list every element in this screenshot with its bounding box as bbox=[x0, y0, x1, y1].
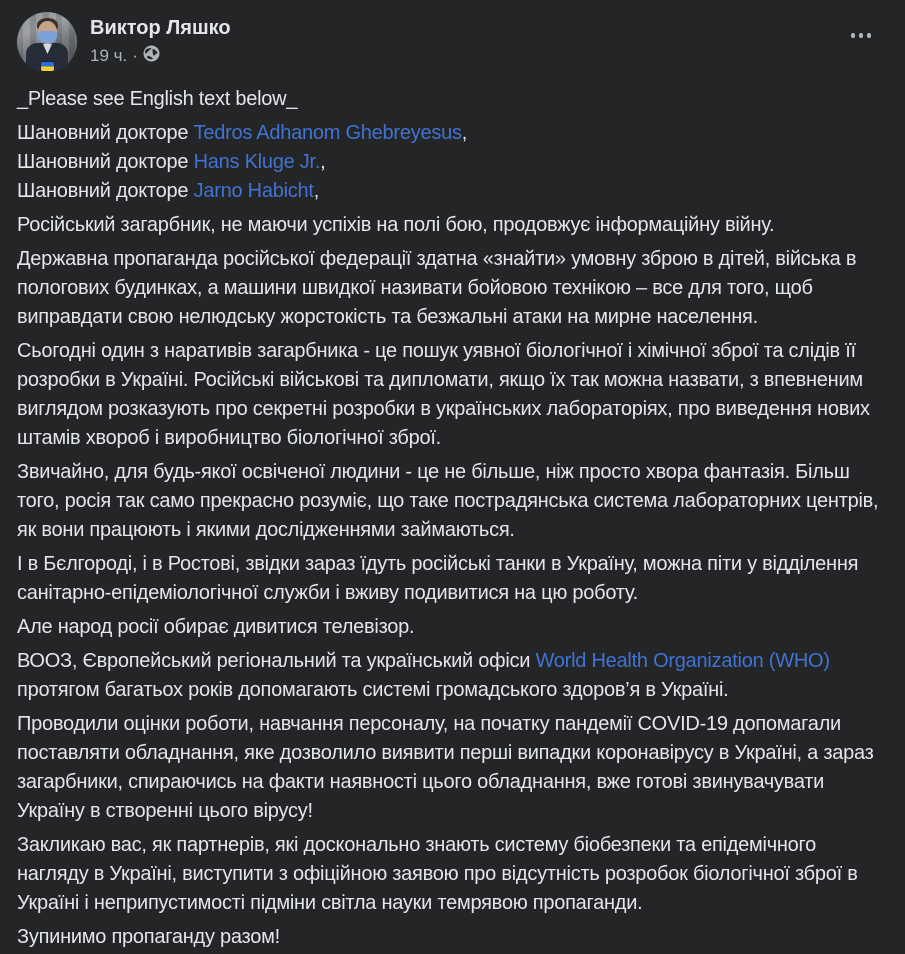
post-paragraph bbox=[17, 710, 888, 826]
text-segment: , bbox=[313, 180, 320, 202]
post-paragraph bbox=[17, 923, 888, 952]
post-paragraph bbox=[17, 85, 888, 114]
post-options-button[interactable] bbox=[847, 27, 876, 44]
text-segment: Шановний докторе bbox=[17, 151, 194, 173]
post-content bbox=[17, 85, 888, 952]
inline-link[interactable]: Jarno Habicht bbox=[193, 180, 314, 202]
post-meta bbox=[90, 44, 231, 67]
text-segment: , bbox=[320, 151, 326, 173]
avatar[interactable] bbox=[17, 12, 77, 72]
post-header bbox=[17, 0, 888, 72]
text-segment: _Please see English text below_ bbox=[17, 88, 298, 110]
text-segment: Шановний докторе bbox=[17, 180, 194, 202]
text-segment: Закликаю вас, як партнерів, які досконально знають систему біобезпеки та епідемічного нагляду в Україні, виступити з офіційною заявою про відсутність розробок біологічної зброї в Україні і неприпустимості підміни світла науки темрявою пропаганди. bbox=[17, 834, 858, 914]
avatar-medical-mask-shape bbox=[38, 31, 57, 43]
text-segment: , bbox=[461, 122, 467, 144]
text-segment: Державна пропаганда російської федерації здатна «знайти» умовну зброю в дітей, війська в пологових будинках, а машини швидкої називати бойовою технікою – все для того, щоб виправдати свою нелюдську жорстокість та безжальні атаки на мирне населення. bbox=[17, 248, 857, 328]
post-paragraph bbox=[17, 245, 888, 332]
timestamp[interactable]: 19 ч. bbox=[90, 45, 128, 65]
post-paragraph bbox=[17, 211, 888, 240]
inline-link[interactable]: Tedros Adhanom Ghebreyesus bbox=[193, 122, 462, 144]
post-paragraph bbox=[17, 647, 888, 705]
header-text bbox=[90, 12, 231, 67]
text-segment: Зупинимо пропаганду разом! bbox=[17, 926, 280, 948]
ukraine-flag-icon bbox=[41, 62, 54, 71]
inline-link[interactable]: World Health Organization (WHO) bbox=[535, 650, 830, 672]
text-segment: Російський загарбник, не маючи успіхів на полі бою, продовжує інформаційну війну. bbox=[17, 214, 775, 236]
text-segment: Шановний докторе bbox=[17, 122, 194, 144]
text-segment: Але народ росії обирає дивитися телевізор. bbox=[17, 616, 415, 638]
post-paragraph bbox=[17, 458, 888, 545]
ellipsis-icon bbox=[859, 33, 864, 38]
text-segment: І в Бєлгороді, і в Ростові, звідки зараз їдуть російські танки в Україну, можна піти у відділення санітарно-епідеміологічної служби і вживу подивитися на цю роботу. bbox=[17, 553, 859, 604]
globe-icon bbox=[143, 45, 160, 67]
ellipsis-icon bbox=[851, 33, 856, 38]
post-paragraph bbox=[17, 337, 888, 453]
post-paragraph bbox=[17, 831, 888, 918]
inline-link[interactable]: Hans Kluge Jr. bbox=[193, 151, 321, 173]
ellipsis-icon bbox=[867, 33, 872, 38]
post-paragraph bbox=[17, 119, 888, 206]
post-paragraph bbox=[17, 550, 888, 608]
author-name[interactable]: Виктор Ляшко bbox=[90, 17, 231, 39]
meta-separator: · bbox=[132, 45, 138, 65]
post-paragraph bbox=[17, 613, 888, 642]
text-segment: Проводили оцінки роботи, навчання персоналу, на початку пандемії COVID-19 допомагали поставляти обладнання, яке дозволило виявити перші випадки коронавірусу в Україні, а зараз загарбники, спираючись на факти наявності цього обладнання, вже готові звинувачувати Україну в створенні цього вірусу! bbox=[17, 713, 874, 822]
text-segment: Сьогодні один з наративів загарбника - це пошук уявної біологічної і хімічної зброї та слідів її розробки в Україні. Російські військові та дипломати, якщо їх так можна назвати, з впевненим виглядом розказують про секретні розробки в українських лабораторіях, про виведення нових штамів хвороб і виробництво біологічної зброї. bbox=[17, 340, 870, 449]
text-segment: Звичайно, для будь-якої освіченої людини - це не більше, ніж просто хвора фантазія. Більш того, росія так само прекрасно розуміє, що таке пострадянська система лабораторних центрів, як вони працюють і якими дослідженнями займаються. bbox=[17, 461, 879, 541]
text-segment: ВООЗ, Європейський регіональний та український офіси bbox=[17, 650, 536, 672]
text-segment: протягом багатьох років допомагають системі громадського здоров’я в Україні. bbox=[17, 679, 729, 701]
